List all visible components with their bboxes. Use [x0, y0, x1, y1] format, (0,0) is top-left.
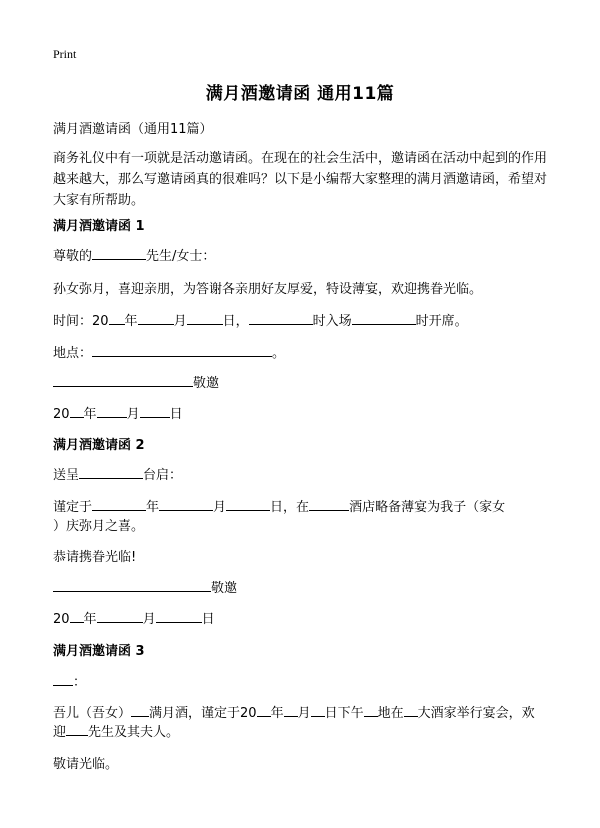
day-blank — [226, 497, 270, 511]
body-year: 年 — [146, 500, 160, 515]
letter2-body-line1 — [53, 497, 553, 518]
body-afternoon: 日下午 — [324, 706, 364, 721]
document-title: 满月酒邀请函 通用11篇 — [205, 84, 395, 104]
place-end: 。 — [272, 346, 286, 361]
letter2-invite: 恭请携眷光临! — [53, 550, 137, 565]
letter1-signature — [53, 373, 553, 394]
signature-blank — [53, 578, 211, 592]
body-month: 月 — [213, 500, 227, 515]
time-enter: 时入场 — [312, 314, 352, 329]
guest-blank — [66, 722, 88, 736]
date-month: 月 — [142, 612, 156, 627]
date-year: 年 — [83, 407, 97, 422]
subtitle: 满月酒邀请函（通用11篇） — [53, 122, 213, 137]
date-prefix: 20 — [53, 407, 70, 422]
day-blank — [187, 311, 223, 325]
body-year: 年 — [270, 706, 284, 721]
body-at: 地在 — [377, 706, 404, 721]
year-blank — [70, 404, 84, 418]
body-month: 月 — [297, 706, 311, 721]
recipient-suffix: 台启： — [143, 468, 183, 483]
letter2-signature — [53, 578, 553, 599]
year-blank — [70, 609, 84, 623]
month-blank — [284, 703, 298, 717]
letter3-body-line1 — [53, 703, 553, 724]
time-label: 时间：20 — [53, 314, 109, 329]
date-year: 年 — [83, 612, 97, 627]
month-blank — [159, 497, 213, 511]
signature-blank — [53, 373, 193, 387]
letter1-place — [53, 343, 553, 364]
salutation-prefix: 尊敬的 — [53, 249, 93, 264]
hotel-blank — [309, 497, 349, 511]
body-day: 日，在 — [270, 500, 310, 515]
body-child: 吾儿（吾女） — [53, 706, 132, 721]
place-blank — [92, 343, 272, 357]
date-day: 日 — [169, 407, 183, 422]
date-day: 日 — [201, 612, 215, 627]
day-blank — [311, 703, 325, 717]
month-blank — [97, 404, 127, 418]
letter1-time — [53, 311, 553, 332]
enter-hour-blank — [249, 311, 313, 325]
time-year: 年 — [124, 314, 138, 329]
month-blank — [97, 609, 143, 623]
day-blank — [140, 404, 170, 418]
name-blank — [92, 246, 146, 260]
intro-paragraph: 商务礼仪中有一项就是活动邀请函。在现在的社会生活中，邀请函在活动中起到的作用越来越大，那么写邀请函真的很难吗？以下是小编帮大家整理的满月酒邀请函，希望对大家有所帮助。 — [53, 151, 548, 208]
body-hotel: 酒店略备薄宴为我子（家女 — [349, 500, 506, 515]
letter1-body: 孙女弥月，喜迎亲朋，为答谢各亲朋好友厚爱，特设薄宴，欢迎携眷光临。 — [53, 282, 483, 297]
letter2-date — [53, 609, 553, 630]
year-blank — [109, 311, 125, 325]
start-hour-blank — [352, 311, 416, 325]
letter3-salutation — [53, 672, 553, 693]
date-month: 月 — [126, 407, 140, 422]
body-prefix: 谨定于 — [53, 500, 93, 515]
recipient-blank — [79, 465, 143, 479]
month-blank — [138, 311, 174, 325]
recipient-prefix: 送呈 — [53, 468, 80, 483]
restaurant-blank — [404, 703, 418, 717]
body-guest: 先生及其夫人。 — [88, 725, 180, 740]
letter1-date — [53, 404, 553, 425]
year-blank — [257, 703, 271, 717]
signature-text: 敬邀 — [193, 376, 220, 391]
day-blank — [156, 609, 202, 623]
time-month: 月 — [173, 314, 187, 329]
signature-text: 敬邀 — [211, 581, 238, 596]
salutation-colon: ： — [73, 675, 87, 690]
time-day: 日， — [222, 314, 249, 329]
letter2-recipient — [53, 465, 553, 486]
letter2-heading: 满月酒邀请函 2 — [53, 438, 145, 453]
place-label: 地点： — [53, 346, 93, 361]
time-start: 时开席。 — [415, 314, 468, 329]
print-label: Print — [53, 47, 77, 61]
salutation-suffix: 先生/女士： — [146, 249, 216, 264]
letter1-heading: 满月酒邀请函 1 — [53, 219, 145, 234]
letter2-body-line2: ）庆弥月之喜。 — [53, 519, 145, 534]
child-name-blank — [131, 703, 149, 717]
letter3-heading: 满月酒邀请函 3 — [53, 644, 145, 659]
date-prefix: 20 — [53, 612, 70, 627]
body-date-intro: 满月酒，谨定于20 — [149, 706, 257, 721]
body-welcome: 迎 — [53, 725, 67, 740]
body-restaurant: 大酒家举行宴会，欢 — [417, 706, 535, 721]
letter3-closing: 敬请光临。 — [53, 757, 119, 772]
name-blank — [53, 672, 73, 686]
letter1-salutation — [53, 246, 553, 267]
hour-blank — [364, 703, 378, 717]
letter3-body-line2 — [53, 722, 553, 743]
year-blank — [92, 497, 146, 511]
